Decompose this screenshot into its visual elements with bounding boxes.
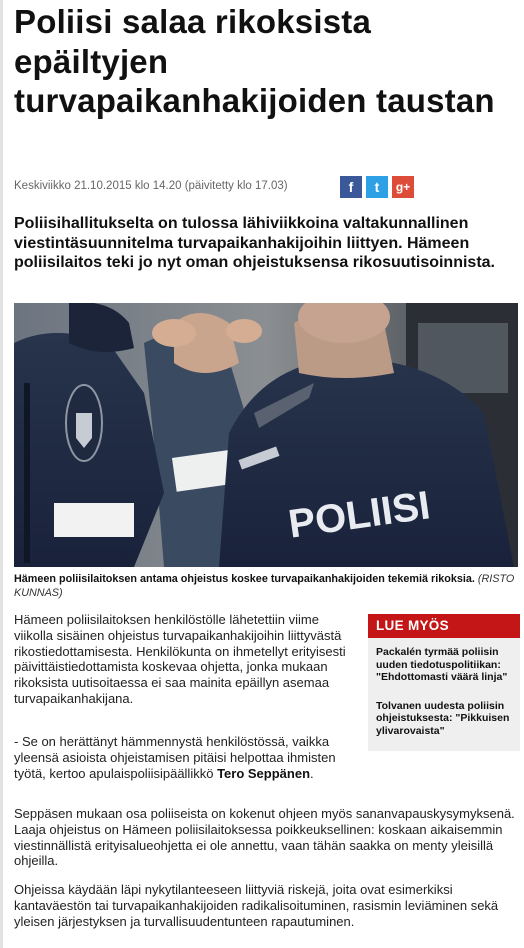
article-title: Poliisi salaa rikoksista epäiltyjen turvapaikanhakijoiden taustan [14, 3, 495, 119]
paragraph-2 [14, 734, 350, 781]
paragraph-3: Seppäsen mukaan osa poliiseista on kokenut ohjeen myös sananvapauskysymyksenä. Laaja ohjeistus on Hämeen poliisilaitoksessa poikkeuksellinen: koskaan aikaisemmin viestinnällistä erityisalueohjetta ei ole annettu, vaan tähän saakka on menty yleisillä ohjeilla. [14, 806, 515, 869]
photo-credit: (RISTO KUNNAS) [14, 573, 515, 599]
article-timestamp: Keskiviikko 21.10.2015 klo 14.20 (päivitetty klo 17.03) [14, 180, 288, 192]
paragraph-2-text: - Se on herättänyt hämmennystä henkilöstössä, vaikka yleensä asioista ohjeistamisen pitäisi helpottaa ihmisten työtä, kertoo apulaispoliisipäällikkö [14, 734, 336, 781]
paragraph-1: Hämeen poliisilaitoksen henkilöstölle lähetettiin viime viikolla sisäinen ohjeistus turvapaikanhakijoihin liittyvästä rikostiedottamisesta. Henkilökunta on ihmetellyt erityisesti päivittäistiedottamista koskevaa ohjetta, jonka mukaan rikoksista uutisoitaessa ei saa mainita epäillyn asemaa turvapaikanhakijana. [14, 612, 346, 706]
related-link-2[interactable]: Tolvanen uudesta poliisin ohjeistuksesta: "Pikkuisen ylivarovaista" [376, 699, 510, 737]
caption-text: Hämeen poliisilaitoksen antama ohjeistus koskee turvapaikanhakijoiden tekemiä rikoksia. [14, 573, 475, 585]
google-plus-share-button[interactable] [392, 176, 414, 198]
vest-print: POLIISI [285, 483, 433, 547]
photo-caption [14, 573, 518, 600]
share-buttons [340, 176, 414, 198]
facebook-share-button[interactable] [340, 176, 362, 198]
google-plus-icon: g+ [395, 180, 411, 194]
related-link-1[interactable]: Packalén tyrmää poliisin uuden tiedotuspolitiikan: "Ehdottomasti väärä linja" [376, 646, 508, 683]
twitter-icon: t [374, 179, 380, 195]
paragraph-2-end: . [310, 765, 314, 781]
related-heading: LUE MYÖS [368, 614, 520, 638]
related-articles-box [368, 614, 520, 751]
article-lead: Poliisihallitukselta on tulossa lähiviikkoina valtakunnallinen viestintäsuunnitelma turvapaikanhakijoihin liittyen. Hämeen poliisilaitos teki jo nyt oman ohjeistuksensa rikosuutisoinnista. [14, 215, 495, 271]
person-name: Tero Seppänen [217, 765, 311, 781]
police-officers-image [14, 303, 518, 567]
related-box-padding [368, 743, 520, 751]
left-border [0, 0, 3, 948]
article-photo[interactable] [14, 303, 518, 567]
twitter-share-button[interactable] [366, 176, 388, 198]
paragraph-4: Ohjeissa käydään läpi nykytilanteeseen liittyviä riskejä, joita ovat esimerkiksi kantaväestön tai turvapaikanhakijoiden radikalisoituminen, rasismin leviäminen sekä yleisen järjestyksen ja turvallisuudentunteen rapautuminen. [14, 882, 499, 929]
facebook-icon: f [348, 179, 354, 195]
